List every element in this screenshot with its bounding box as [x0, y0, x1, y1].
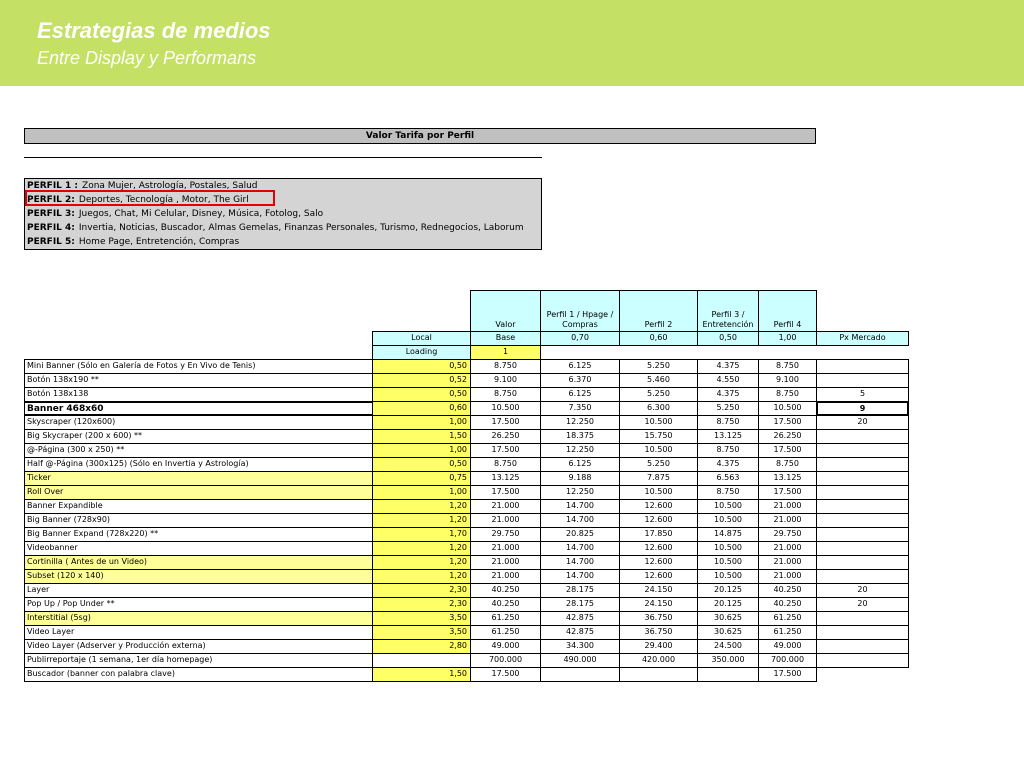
table-cell-value: 29.750 — [758, 527, 817, 542]
page-title: Estrategias de medios — [37, 18, 271, 43]
table-cell-value — [619, 667, 698, 682]
table-row-name: Publirreportaje (1 semana, 1er día homepage) — [24, 653, 373, 668]
table-cell-local: 1,00 — [372, 443, 471, 458]
table-cell-value: 9.188 — [540, 471, 620, 486]
table-cell-value: 8.750 — [758, 457, 817, 472]
page-subtitle: Entre Display y Performans — [37, 48, 257, 68]
perfil-text: Juegos, Chat, Mi Celular, Disney, Música, Fotolog, Salo — [78, 209, 324, 219]
table-cell-value: 420.000 — [619, 653, 698, 668]
table-cell-value: 12.600 — [619, 499, 698, 514]
table-cell-value — [540, 667, 620, 682]
table-cell-value: 21.000 — [470, 541, 541, 556]
table-cell-value: 42.875 — [540, 625, 620, 640]
loading-label: Loading — [372, 345, 471, 360]
table-row-name: Interstitial (5sg) — [24, 611, 373, 626]
table-cell-local: 2,30 — [372, 583, 471, 598]
table-cell-value: 17.500 — [758, 443, 817, 458]
table-row-name: Banner Expandible — [24, 499, 373, 514]
table-cell-value: 61.250 — [470, 625, 541, 640]
table-cell-value: 10.500 — [619, 443, 698, 458]
table-cell-value: 10.500 — [470, 401, 541, 416]
table-cell-local: 1,50 — [372, 667, 471, 682]
perfil-text: Deportes, Tecnología , Motor, The Girl — [78, 195, 249, 205]
table-cell-local: 1,20 — [372, 513, 471, 528]
table-cell-local: 0,50 — [372, 457, 471, 472]
table-cell-value: 6.370 — [540, 373, 620, 388]
table-cell-value: 61.250 — [758, 611, 817, 626]
table-cell-value: 14.700 — [540, 513, 620, 528]
table-row-name: Cortinilla ( Antes de un Video) — [24, 555, 373, 570]
table-cell-local: 1,20 — [372, 569, 471, 584]
perfil-text: Home Page, Entretención, Compras — [78, 237, 240, 247]
table-cell-value: 12.600 — [619, 513, 698, 528]
table-cell-value: 8.750 — [758, 359, 817, 374]
table-cell-value: 14.700 — [540, 541, 620, 556]
column-subheader: Local — [372, 331, 471, 346]
table-cell-value: 9.100 — [758, 373, 817, 388]
table-cell-value: 5.250 — [619, 457, 698, 472]
table-cell-px — [816, 569, 909, 584]
table-cell-value: 8.750 — [470, 359, 541, 374]
table-cell-value: 17.850 — [619, 527, 698, 542]
table-cell-value: 490.000 — [540, 653, 620, 668]
table-cell-value: 21.000 — [758, 569, 817, 584]
table-cell-value: 4.375 — [697, 359, 759, 374]
divider-line — [24, 157, 542, 158]
table-cell-value: 30.625 — [697, 611, 759, 626]
table-cell-local: 0,75 — [372, 471, 471, 486]
table-cell-local: 1,00 — [372, 415, 471, 430]
table-cell-value: 17.500 — [758, 667, 817, 682]
table-cell-local: 2,30 — [372, 597, 471, 612]
table-cell-px — [816, 639, 909, 654]
column-subheader: Base — [470, 331, 541, 346]
table-cell-value: 20.125 — [697, 597, 759, 612]
perfil-row — [25, 221, 541, 235]
table-cell-px — [816, 485, 909, 500]
table-cell-px: 20 — [816, 597, 909, 612]
table-cell-value: 13.125 — [697, 429, 759, 444]
table-row-name: Video Layer — [24, 625, 373, 640]
column-header: Perfil 2 — [619, 290, 698, 332]
table-cell-value: 9.100 — [470, 373, 541, 388]
table-row-name: @-Página (300 x 250) ** — [24, 443, 373, 458]
table-row-name: Ticker — [24, 471, 373, 486]
table-cell-value: 12.250 — [540, 485, 620, 500]
table-cell-value: 21.000 — [758, 555, 817, 570]
table-cell-value: 26.250 — [758, 429, 817, 444]
table-cell-px — [816, 373, 909, 388]
table-cell-local: 0,52 — [372, 373, 471, 388]
column-header: Perfil 1 / Hpage / Compras — [540, 290, 620, 332]
table-cell-value — [697, 667, 759, 682]
table-cell-px — [816, 499, 909, 514]
table-cell-value: 8.750 — [697, 443, 759, 458]
highlight-box — [25, 190, 275, 206]
title-banner — [0, 0, 1024, 86]
perfil-label: PERFIL 4: — [27, 223, 75, 233]
table-cell-value: 28.175 — [540, 583, 620, 598]
table-cell-value: 14.875 — [697, 527, 759, 542]
table-cell-value: 21.000 — [758, 541, 817, 556]
table-row-name: Videobanner — [24, 541, 373, 556]
table-cell-value: 36.750 — [619, 611, 698, 626]
table-cell-value: 350.000 — [697, 653, 759, 668]
table-cell-local: 1,50 — [372, 429, 471, 444]
column-header: Valor — [470, 290, 541, 332]
table-cell-value: 61.250 — [758, 625, 817, 640]
table-cell-value: 40.250 — [758, 583, 817, 598]
column-subheader: 0,70 — [540, 331, 620, 346]
table-cell-value: 18.375 — [540, 429, 620, 444]
table-cell-value: 8.750 — [758, 387, 817, 402]
table-row-name: Pop Up / Pop Under ** — [24, 597, 373, 612]
perfil-label: PERFIL 5: — [27, 237, 75, 247]
table-cell-value: 20.825 — [540, 527, 620, 542]
table-cell-value: 10.500 — [619, 485, 698, 500]
table-cell-px: 5 — [816, 387, 909, 402]
table-cell-value: 5.460 — [619, 373, 698, 388]
table-cell-value: 4.550 — [697, 373, 759, 388]
table-cell-value: 4.375 — [697, 387, 759, 402]
table-cell-value: 10.500 — [697, 499, 759, 514]
perfil-row — [25, 235, 541, 249]
table-cell-value: 42.875 — [540, 611, 620, 626]
table-cell-value: 17.500 — [758, 485, 817, 500]
table-cell-value: 10.500 — [697, 513, 759, 528]
table-cell-value: 21.000 — [470, 513, 541, 528]
table-cell-value: 13.125 — [470, 471, 541, 486]
table-cell-local: 1,00 — [372, 485, 471, 500]
table-cell-local: 1,20 — [372, 541, 471, 556]
table-cell-value: 29.400 — [619, 639, 698, 654]
table-row-name: Big Banner (728x90) — [24, 513, 373, 528]
table-row-name: Half @-Página (300x125) (Sólo en Invertia y Astrología) — [24, 457, 373, 472]
table-cell-value: 700.000 — [470, 653, 541, 668]
table-row-name: Roll Over — [24, 485, 373, 500]
column-subheader: 0,50 — [697, 331, 759, 346]
table-cell-value: 6.125 — [540, 457, 620, 472]
table-cell-value: 10.500 — [758, 401, 817, 416]
table-cell-local: 0,50 — [372, 387, 471, 402]
table-cell-value: 14.700 — [540, 569, 620, 584]
table-cell-value: 12.250 — [540, 415, 620, 430]
table-cell-value: 17.500 — [470, 443, 541, 458]
table-cell-value: 28.175 — [540, 597, 620, 612]
table-cell-value: 8.750 — [470, 387, 541, 402]
table-cell-value: 5.250 — [697, 401, 759, 416]
table-cell-px — [816, 541, 909, 556]
table-cell-px — [816, 429, 909, 444]
table-row-name: Mini Banner (Sólo en Galería de Fotos y En Vivo de Tenis) — [24, 359, 373, 374]
table-cell-value: 21.000 — [470, 555, 541, 570]
table-cell-local: 1,70 — [372, 527, 471, 542]
table-cell-px — [816, 443, 909, 458]
table-cell-px: 20 — [816, 583, 909, 598]
column-header: Perfil 4 — [758, 290, 817, 332]
table-cell-local — [372, 653, 471, 668]
table-cell-value: 10.500 — [697, 541, 759, 556]
table-row-name: Big Skycraper (200 x 600) ** — [24, 429, 373, 444]
table-cell-value: 17.500 — [470, 667, 541, 682]
perfil-row — [25, 207, 541, 221]
table-cell-value: 10.500 — [697, 555, 759, 570]
table-cell-value: 29.750 — [470, 527, 541, 542]
table-cell-value: 5.250 — [619, 359, 698, 374]
table-cell-value: 13.125 — [758, 471, 817, 486]
table-row-name: Skyscraper (120x600) — [24, 415, 373, 430]
table-cell-value: 40.250 — [470, 597, 541, 612]
table-cell-local: 3,50 — [372, 611, 471, 626]
table-row-name: Video Layer (Adserver y Producción externa) — [24, 639, 373, 654]
table-cell-value: 12.600 — [619, 541, 698, 556]
table-cell-px — [816, 555, 909, 570]
table-cell-value: 34.300 — [540, 639, 620, 654]
table-cell-value: 24.500 — [697, 639, 759, 654]
table-cell-value: 4.375 — [697, 457, 759, 472]
table-cell-px: 20 — [816, 415, 909, 430]
table-cell-value: 40.250 — [470, 583, 541, 598]
table-row-name: Layer — [24, 583, 373, 598]
table-cell-value: 12.600 — [619, 555, 698, 570]
perfil-text: Zona Mujer, Astrología, Postales, Salud — [82, 181, 258, 191]
table-cell-value: 8.750 — [697, 485, 759, 500]
table-cell-value: 12.250 — [540, 443, 620, 458]
table-cell-value: 61.250 — [470, 611, 541, 626]
table-cell-local: 1,20 — [372, 499, 471, 514]
table-cell-value: 17.500 — [470, 485, 541, 500]
tarifa-title-bar: Valor Tarifa por Perfil — [24, 128, 816, 144]
table-cell-local: 2,80 — [372, 639, 471, 654]
table-cell-local: 0,50 — [372, 359, 471, 374]
table-cell-value: 14.700 — [540, 499, 620, 514]
table-cell-value: 17.500 — [470, 415, 541, 430]
table-cell-value: 10.500 — [697, 569, 759, 584]
table-cell-value: 6.125 — [540, 387, 620, 402]
perfil-label: PERFIL 2: — [27, 195, 75, 205]
table-cell-px — [816, 625, 909, 640]
table-cell-value: 24.150 — [619, 583, 698, 598]
column-subheader: 0,60 — [619, 331, 698, 346]
table-cell-value: 6.300 — [619, 401, 698, 416]
table-cell-value: 6.563 — [697, 471, 759, 486]
table-cell-value: 21.000 — [758, 513, 817, 528]
table-cell-value: 14.700 — [540, 555, 620, 570]
perfil-label: PERFIL 3: — [27, 209, 75, 219]
table-cell-value: 36.750 — [619, 625, 698, 640]
loading-value: 1 — [470, 345, 541, 360]
column-subheader: 1,00 — [758, 331, 817, 346]
table-cell-value: 21.000 — [470, 499, 541, 514]
table-cell-local: 0,60 — [372, 401, 471, 416]
column-header: Perfil 3 / Entretención — [697, 290, 759, 332]
table-cell-value: 21.000 — [758, 499, 817, 514]
table-cell-px — [816, 653, 909, 668]
table-cell-value: 5.250 — [619, 387, 698, 402]
table-cell-value: 7.875 — [619, 471, 698, 486]
table-cell-value: 15.750 — [619, 429, 698, 444]
table-cell-px — [816, 513, 909, 528]
table-cell-local: 3,50 — [372, 625, 471, 640]
table-cell-value: 8.750 — [697, 415, 759, 430]
table-cell-value: 20.125 — [697, 583, 759, 598]
perfil-label: PERFIL 1 : — [27, 181, 79, 191]
table-cell-px — [816, 457, 909, 472]
table-cell-value: 21.000 — [470, 569, 541, 584]
table-row-name: Big Banner Expand (728x220) ** — [24, 527, 373, 542]
table-cell-px — [816, 611, 909, 626]
table-cell-value: 49.000 — [470, 639, 541, 654]
perfil-text: Invertia, Noticias, Buscador, Almas Gemelas, Finanzas Personales, Turismo, Rednegocios, Laborum — [78, 223, 524, 233]
table-cell-value: 26.250 — [470, 429, 541, 444]
table-row-name: Buscador (banner con palabra clave) — [24, 667, 373, 682]
table-row-name: Banner 468x60 — [24, 401, 373, 416]
table-cell-value: 24.150 — [619, 597, 698, 612]
table-cell-px — [816, 471, 909, 486]
table-cell-px — [816, 359, 909, 374]
table-cell-px: 9 — [816, 401, 909, 416]
table-cell-value: 7.350 — [540, 401, 620, 416]
perfiles-box — [24, 178, 542, 250]
table-cell-value: 700.000 — [758, 653, 817, 668]
table-cell-px — [816, 527, 909, 542]
table-row-name: Subset (120 x 140) — [24, 569, 373, 584]
table-cell-value: 10.500 — [619, 415, 698, 430]
table-cell-value: 40.250 — [758, 597, 817, 612]
table-cell-value: 17.500 — [758, 415, 817, 430]
table-cell-value: 8.750 — [470, 457, 541, 472]
table-cell-local: 1,20 — [372, 555, 471, 570]
table-cell-value: 30.625 — [697, 625, 759, 640]
table-cell-value: 49.000 — [758, 639, 817, 654]
table-cell-value: 12.600 — [619, 569, 698, 584]
table-cell-value: 6.125 — [540, 359, 620, 374]
column-subheader: Px Mercado — [816, 331, 909, 346]
table-row-name: Botón 138x190 ** — [24, 373, 373, 388]
table-row-name: Botón 138x138 — [24, 387, 373, 402]
